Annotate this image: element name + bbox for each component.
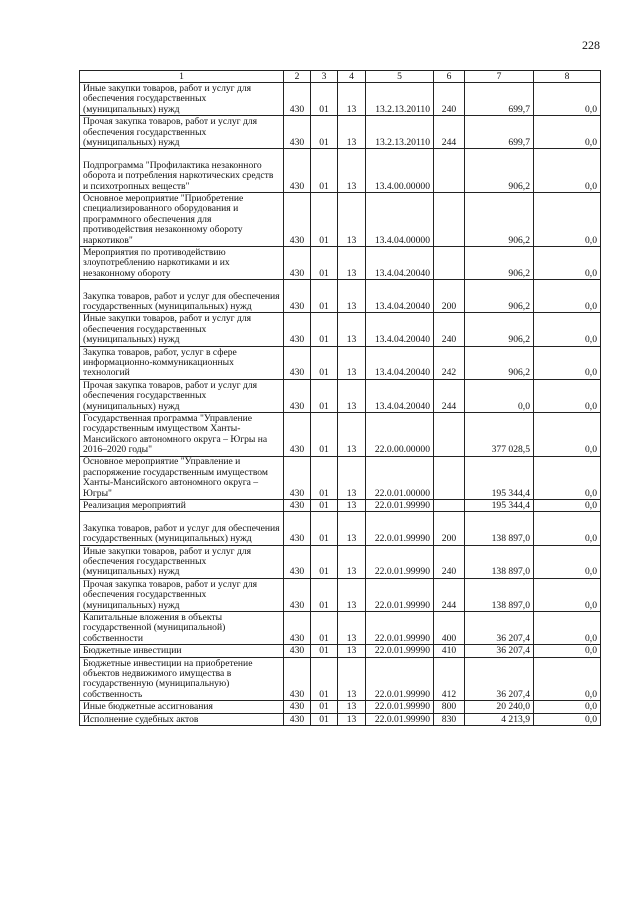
expense-type-cell: 242 bbox=[434, 346, 465, 379]
change-cell: 0,0 bbox=[534, 412, 601, 456]
amount-cell: 906,2 bbox=[465, 192, 534, 246]
column-header: 2 bbox=[284, 71, 311, 83]
table-row bbox=[80, 313, 601, 346]
target-article-cell: 13.4.04.20040 bbox=[366, 379, 434, 412]
table-header-row bbox=[80, 71, 601, 83]
subsection-cell: 13 bbox=[338, 379, 366, 412]
target-article-cell: 22.0.01.99990 bbox=[366, 645, 434, 657]
section-cell: 01 bbox=[311, 313, 338, 346]
expense-type-cell: 800 bbox=[434, 701, 465, 713]
table-row bbox=[80, 379, 601, 412]
subsection-cell: 13 bbox=[338, 83, 366, 116]
table-row bbox=[80, 246, 601, 279]
admin-code-cell: 430 bbox=[284, 412, 311, 456]
change-cell: 0,0 bbox=[534, 116, 601, 149]
column-header: 6 bbox=[434, 71, 465, 83]
amount-cell: 36 207,4 bbox=[465, 645, 534, 657]
change-cell: 0,0 bbox=[534, 500, 601, 512]
row-name-cell: Прочая закупка товаров, работ и услуг для обеспечения государственных (муниципальных) нужд bbox=[80, 116, 284, 149]
section-cell: 01 bbox=[311, 512, 338, 545]
target-article-cell: 22.0.01.99990 bbox=[366, 545, 434, 578]
section-cell: 01 bbox=[311, 280, 338, 313]
row-name-cell: Бюджетные инвестиции bbox=[80, 645, 284, 657]
change-cell: 0,0 bbox=[534, 701, 601, 713]
expense-type-cell: 240 bbox=[434, 545, 465, 578]
target-article-cell: 22.0.01.99990 bbox=[366, 578, 434, 611]
subsection-cell: 13 bbox=[338, 280, 366, 313]
column-header: 1 bbox=[80, 71, 284, 83]
subsection-cell: 13 bbox=[338, 512, 366, 545]
section-cell: 01 bbox=[311, 379, 338, 412]
section-cell: 01 bbox=[311, 149, 338, 193]
expense-type-cell: 410 bbox=[434, 645, 465, 657]
admin-code-cell: 430 bbox=[284, 612, 311, 645]
column-header: 8 bbox=[534, 71, 601, 83]
admin-code-cell: 430 bbox=[284, 657, 311, 701]
change-cell: 0,0 bbox=[534, 379, 601, 412]
change-cell: 0,0 bbox=[534, 192, 601, 246]
section-cell: 01 bbox=[311, 657, 338, 701]
expense-type-cell bbox=[434, 412, 465, 456]
table-row bbox=[80, 713, 601, 725]
subsection-cell: 13 bbox=[338, 701, 366, 713]
target-article-cell: 22.0.01.00000 bbox=[366, 456, 434, 500]
amount-cell: 377 028,5 bbox=[465, 412, 534, 456]
section-cell: 01 bbox=[311, 701, 338, 713]
table-row bbox=[80, 149, 601, 193]
target-article-cell: 13.4.04.20040 bbox=[366, 313, 434, 346]
change-cell: 0,0 bbox=[534, 280, 601, 313]
target-article-cell: 22.0.01.99990 bbox=[366, 612, 434, 645]
target-article-cell: 22.0.01.99990 bbox=[366, 713, 434, 725]
row-name-cell: Основное мероприятие "Управление и распоряжение государственным имуществом Ханты-Мансийского автономного округа – Югры" bbox=[80, 456, 284, 500]
row-name-cell: Реализация мероприятий bbox=[80, 500, 284, 512]
row-name-cell: Иные закупки товаров, работ и услуг для обеспечения государственных (муниципальных) нужд bbox=[80, 83, 284, 116]
amount-cell: 138 897,0 bbox=[465, 545, 534, 578]
row-name-cell: Капитальные вложения в объекты государственной (муниципальной) собственности bbox=[80, 612, 284, 645]
admin-code-cell: 430 bbox=[284, 346, 311, 379]
change-cell: 0,0 bbox=[534, 456, 601, 500]
row-name-cell: Иные закупки товаров, работ и услуг для обеспечения государственных (муниципальных) нужд bbox=[80, 313, 284, 346]
section-cell: 01 bbox=[311, 116, 338, 149]
target-article-cell: 13.4.00.00000 bbox=[366, 149, 434, 193]
admin-code-cell: 430 bbox=[284, 645, 311, 657]
row-name-cell: Закупка товаров, работ и услуг для обеспечения государственных (муниципальных) нужд bbox=[80, 280, 284, 313]
table-row bbox=[80, 657, 601, 701]
amount-cell: 36 207,4 bbox=[465, 657, 534, 701]
subsection-cell: 13 bbox=[338, 246, 366, 279]
section-cell: 01 bbox=[311, 192, 338, 246]
change-cell: 0,0 bbox=[534, 657, 601, 701]
amount-cell: 699,7 bbox=[465, 116, 534, 149]
subsection-cell: 13 bbox=[338, 116, 366, 149]
subsection-cell: 13 bbox=[338, 456, 366, 500]
row-name-cell: Мероприятия по противодействию злоупотреблению наркотиками и их незаконному обороту bbox=[80, 246, 284, 279]
row-name-cell: Иные закупки товаров, работ и услуг для обеспечения государственных (муниципальных) нужд bbox=[80, 545, 284, 578]
section-cell: 01 bbox=[311, 246, 338, 279]
table-row bbox=[80, 346, 601, 379]
row-name-cell: Прочая закупка товаров, работ и услуг для обеспечения государственных (муниципальных) нужд bbox=[80, 379, 284, 412]
section-cell: 01 bbox=[311, 578, 338, 611]
amount-cell: 20 240,0 bbox=[465, 701, 534, 713]
table-row bbox=[80, 412, 601, 456]
table-row bbox=[80, 612, 601, 645]
page-number: 228 bbox=[582, 38, 600, 52]
expense-type-cell bbox=[434, 149, 465, 193]
expense-type-cell bbox=[434, 456, 465, 500]
column-header: 5 bbox=[366, 71, 434, 83]
subsection-cell: 13 bbox=[338, 545, 366, 578]
expense-type-cell: 200 bbox=[434, 280, 465, 313]
expense-type-cell: 830 bbox=[434, 713, 465, 725]
subsection-cell: 13 bbox=[338, 412, 366, 456]
section-cell: 01 bbox=[311, 645, 338, 657]
subsection-cell: 13 bbox=[338, 500, 366, 512]
row-name-cell: Закупка товаров, работ и услуг для обеспечения государственных (муниципальных) нужд bbox=[80, 512, 284, 545]
change-cell: 0,0 bbox=[534, 713, 601, 725]
admin-code-cell: 430 bbox=[284, 545, 311, 578]
subsection-cell: 13 bbox=[338, 645, 366, 657]
section-cell: 01 bbox=[311, 346, 338, 379]
admin-code-cell: 430 bbox=[284, 713, 311, 725]
table-row bbox=[80, 512, 601, 545]
change-cell: 0,0 bbox=[534, 83, 601, 116]
budget-table bbox=[79, 70, 601, 726]
amount-cell: 195 344,4 bbox=[465, 500, 534, 512]
amount-cell: 699,7 bbox=[465, 83, 534, 116]
amount-cell: 4 213,9 bbox=[465, 713, 534, 725]
change-cell: 0,0 bbox=[534, 313, 601, 346]
change-cell: 0,0 bbox=[534, 545, 601, 578]
target-article-cell: 22.0.01.99990 bbox=[366, 701, 434, 713]
admin-code-cell: 430 bbox=[284, 578, 311, 611]
change-cell: 0,0 bbox=[534, 645, 601, 657]
section-cell: 01 bbox=[311, 500, 338, 512]
target-article-cell: 13.2.13.20110 bbox=[366, 83, 434, 116]
column-header: 3 bbox=[311, 71, 338, 83]
table-row bbox=[80, 116, 601, 149]
expense-type-cell: 244 bbox=[434, 116, 465, 149]
table-row bbox=[80, 500, 601, 512]
amount-cell: 906,2 bbox=[465, 246, 534, 279]
row-name-cell: Исполнение судебных актов bbox=[80, 713, 284, 725]
table-row bbox=[80, 578, 601, 611]
section-cell: 01 bbox=[311, 456, 338, 500]
expense-type-cell bbox=[434, 500, 465, 512]
amount-cell: 906,2 bbox=[465, 280, 534, 313]
target-article-cell: 13.4.04.00000 bbox=[366, 192, 434, 246]
subsection-cell: 13 bbox=[338, 192, 366, 246]
row-name-cell: Подпрограмма "Профилактика незаконного оборота и потребления наркотических средств и психотропных веществ" bbox=[80, 149, 284, 193]
expense-type-cell bbox=[434, 192, 465, 246]
target-article-cell: 22.0.01.99990 bbox=[366, 657, 434, 701]
admin-code-cell: 430 bbox=[284, 500, 311, 512]
table-row bbox=[80, 701, 601, 713]
amount-cell: 138 897,0 bbox=[465, 578, 534, 611]
expense-type-cell: 244 bbox=[434, 379, 465, 412]
amount-cell: 906,2 bbox=[465, 313, 534, 346]
admin-code-cell: 430 bbox=[284, 313, 311, 346]
admin-code-cell: 430 bbox=[284, 83, 311, 116]
amount-cell: 36 207,4 bbox=[465, 612, 534, 645]
section-cell: 01 bbox=[311, 713, 338, 725]
amount-cell: 906,2 bbox=[465, 149, 534, 193]
target-article-cell: 22.0.00.00000 bbox=[366, 412, 434, 456]
target-article-cell: 13.4.04.20040 bbox=[366, 280, 434, 313]
amount-cell: 0,0 bbox=[465, 379, 534, 412]
subsection-cell: 13 bbox=[338, 713, 366, 725]
row-name-cell: Иные бюджетные ассигнования bbox=[80, 701, 284, 713]
target-article-cell: 22.0.01.99990 bbox=[366, 512, 434, 545]
admin-code-cell: 430 bbox=[284, 701, 311, 713]
change-cell: 0,0 bbox=[534, 346, 601, 379]
change-cell: 0,0 bbox=[534, 512, 601, 545]
table-row bbox=[80, 280, 601, 313]
subsection-cell: 13 bbox=[338, 612, 366, 645]
admin-code-cell: 430 bbox=[284, 280, 311, 313]
amount-cell: 138 897,0 bbox=[465, 512, 534, 545]
row-name-cell: Прочая закупка товаров, работ и услуг для обеспечения государственных (муниципальных) нужд bbox=[80, 578, 284, 611]
admin-code-cell: 430 bbox=[284, 379, 311, 412]
expense-type-cell: 244 bbox=[434, 578, 465, 611]
table-row bbox=[80, 83, 601, 116]
column-header: 4 bbox=[338, 71, 366, 83]
amount-cell: 906,2 bbox=[465, 346, 534, 379]
expense-type-cell bbox=[434, 246, 465, 279]
admin-code-cell: 430 bbox=[284, 116, 311, 149]
column-header: 7 bbox=[465, 71, 534, 83]
change-cell: 0,0 bbox=[534, 149, 601, 193]
subsection-cell: 13 bbox=[338, 657, 366, 701]
subsection-cell: 13 bbox=[338, 346, 366, 379]
row-name-cell: Бюджетные инвестиции на приобретение объектов недвижимого имущества в государственную (муниципальную) собственность bbox=[80, 657, 284, 701]
amount-cell: 195 344,4 bbox=[465, 456, 534, 500]
target-article-cell: 13.4.04.20040 bbox=[366, 346, 434, 379]
change-cell: 0,0 bbox=[534, 578, 601, 611]
table-row bbox=[80, 192, 601, 246]
section-cell: 01 bbox=[311, 612, 338, 645]
section-cell: 01 bbox=[311, 545, 338, 578]
expense-type-cell: 200 bbox=[434, 512, 465, 545]
change-cell: 0,0 bbox=[534, 612, 601, 645]
expense-type-cell: 240 bbox=[434, 313, 465, 346]
admin-code-cell: 430 bbox=[284, 456, 311, 500]
expense-type-cell: 240 bbox=[434, 83, 465, 116]
row-name-cell: Закупка товаров, работ, услуг в сфере информационно-коммуникационных технологий bbox=[80, 346, 284, 379]
table-row bbox=[80, 645, 601, 657]
expense-type-cell: 400 bbox=[434, 612, 465, 645]
target-article-cell: 13.4.04.20040 bbox=[366, 246, 434, 279]
change-cell: 0,0 bbox=[534, 246, 601, 279]
row-name-cell: Основное мероприятие "Приобретение специализированного оборудования и программного обеспечения для противодействия незаконному обороту наркотиков" bbox=[80, 192, 284, 246]
section-cell: 01 bbox=[311, 83, 338, 116]
row-name-cell: Государственная программа "Управление государственным имуществом Ханты-Мансийского автономного округа – Югры на 2016–2020 годы" bbox=[80, 412, 284, 456]
table-row bbox=[80, 545, 601, 578]
subsection-cell: 13 bbox=[338, 578, 366, 611]
target-article-cell: 22.0.01.99990 bbox=[366, 500, 434, 512]
admin-code-cell: 430 bbox=[284, 512, 311, 545]
target-article-cell: 13.2.13.20110 bbox=[366, 116, 434, 149]
table-row bbox=[80, 456, 601, 500]
subsection-cell: 13 bbox=[338, 313, 366, 346]
subsection-cell: 13 bbox=[338, 149, 366, 193]
admin-code-cell: 430 bbox=[284, 246, 311, 279]
expense-type-cell: 412 bbox=[434, 657, 465, 701]
section-cell: 01 bbox=[311, 412, 338, 456]
admin-code-cell: 430 bbox=[284, 149, 311, 193]
admin-code-cell: 430 bbox=[284, 192, 311, 246]
